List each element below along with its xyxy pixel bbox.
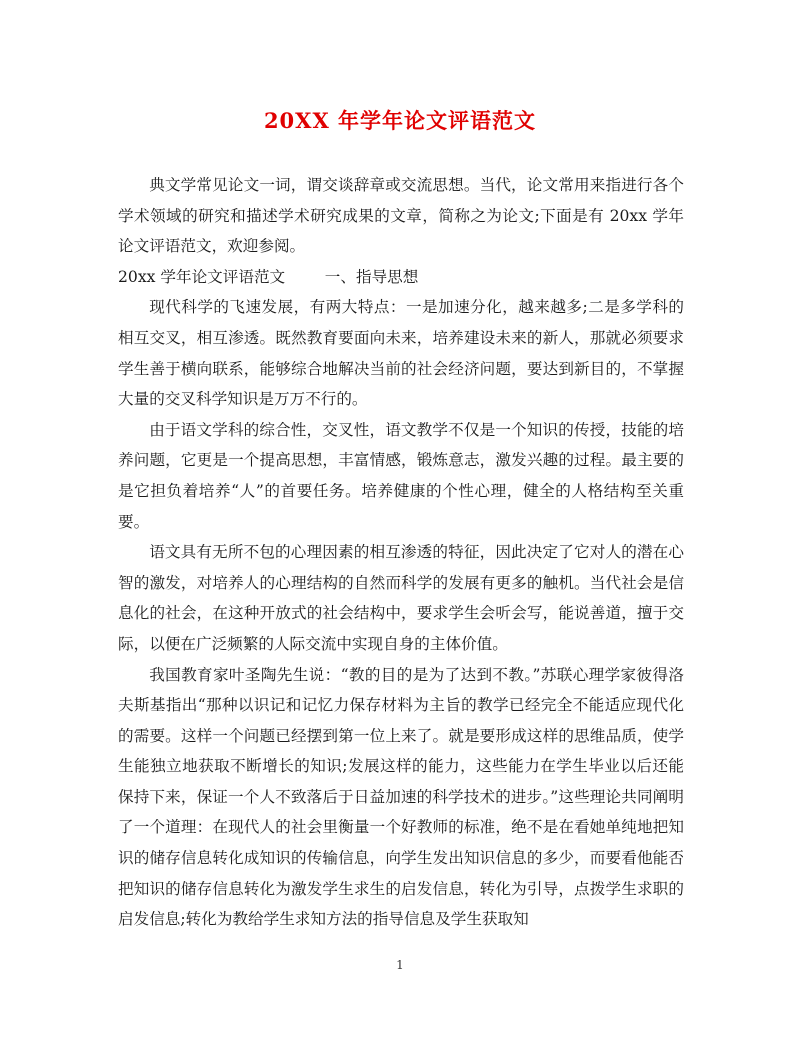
body-paragraph: 我国教育家叶圣陶先生说：“教的目的是为了达到不教。”苏联心理学家彼得洛夫斯基指出“那种以识记和记忆力保存材料为主旨的教学已经完全不能适应现代化的需要。这样一个问题已经摆到第一位上来了。就是要形成这样的思维品质，使学生能独立地获取不断增长的知识;发展这样的能力，这些能力在学生毕业以后还能保持下来，保证一个人不致落后于日益加速的科学技术的进步。”这些理论共同阐明了一个道理：在现代人的社会里衡量一个好教师的标准，绝不是在看她单纯地把知识的储存信息转化成知识的传输信息，向学生发出知识信息的多少，而要看他能否把知识的储存信息转化为激发学生求生的启发信息，转化为引导，点拨学生求职的启发信息;转化为教给学生求知方法的指导信息及学生获取知 [118,665,684,929]
intro-paragraph: 典文学常见论文一词，谓交谈辞章或交流思想。当代，论文常用来指进行各个学术领域的研究和描述学术研究成果的文章，简称之为论文;下面是有 20xx 学年论文评语范文，欢迎参阅。 [118,176,684,256]
section-label: 20xx 学年论文评语范文 [118,267,286,286]
section-heading-line [118,262,684,293]
page-number: 1 [396,958,404,972]
body-paragraph: 由于语文学科的综合性，交叉性，语文教学不仅是一个知识的传授，技能的培养问题，它更是一个提高思想，丰富情感，锻炼意志，激发兴趣的过程。最主要的是它担负着培养“人”的首要任务。培养健康的个性心理，健全的人格结构至关重要。 [118,420,684,531]
document-title: 20XX 年学年论文评语范文 [263,108,537,133]
document-body [118,170,684,935]
section-heading: 一、指导思想 [324,267,419,286]
body-paragraph: 语文具有无所不包的心理因素的相互渗透的特征，因此决定了它对人的潜在心智的激发，对培养人的心理结构的自然而科学的发展有更多的触机。当代社会是信息化的社会，在这种开放式的社会结构中，要求学生会听会写，能说善道，擅于交际，以便在广泛频繁的人际交流中实现自身的主体价值。 [118,543,684,653]
body-paragraph: 现代科学的飞速发展，有两大特点：一是加速分化，越来越多;二是多学科的相互交叉，相互渗透。既然教育要面向未来，培养建设未来的新人，那就必须要求学生善于横向联系，能够综合地解决当前的社会经济问题，要达到新目的，不掌握大量的交叉科学知识是万万不行的。 [118,298,684,409]
